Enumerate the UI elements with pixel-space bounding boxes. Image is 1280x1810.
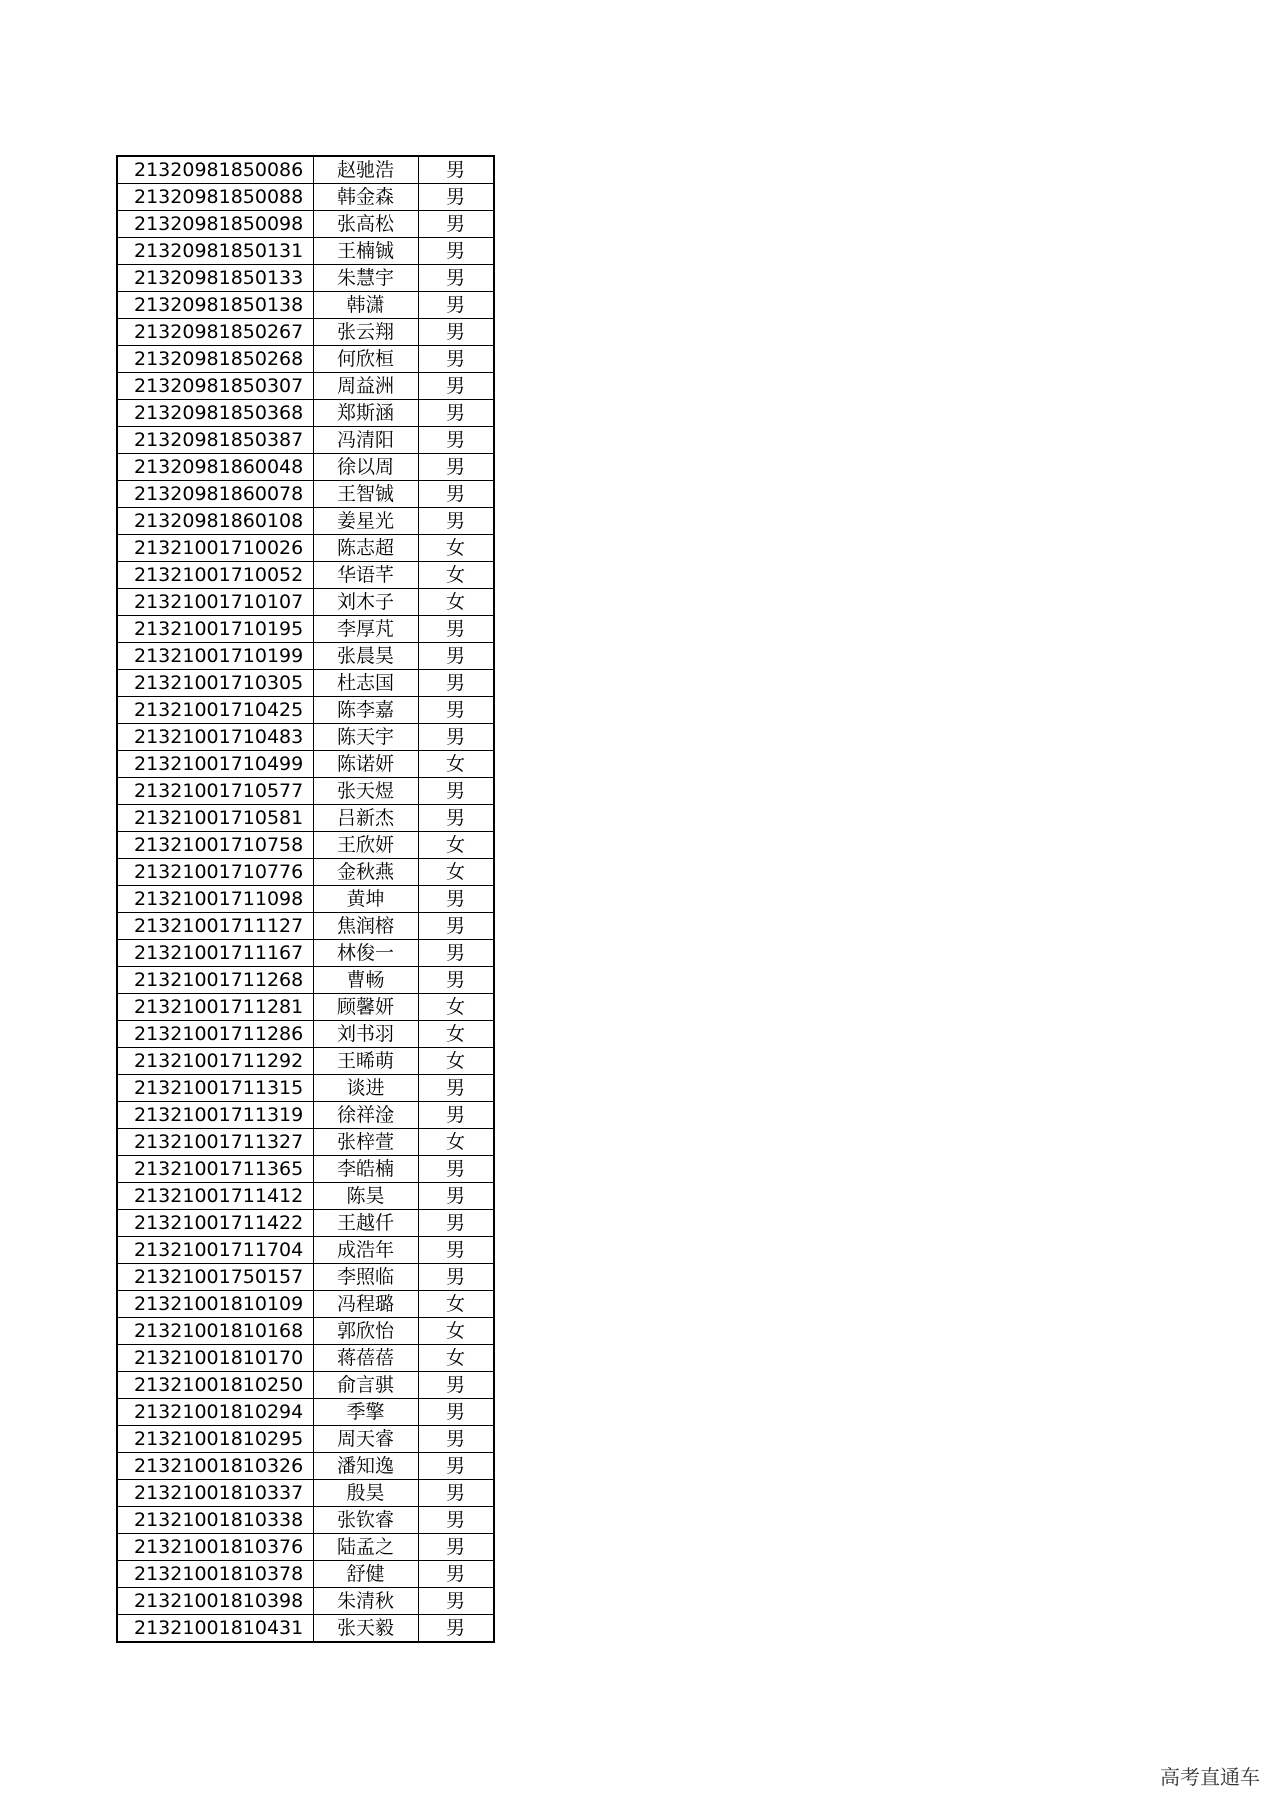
table-row <box>117 265 494 292</box>
table-row <box>117 697 494 724</box>
table-row <box>117 832 494 859</box>
gender-cell: 男 <box>418 1372 494 1399</box>
gender-cell: 男 <box>418 211 494 238</box>
table-row <box>117 211 494 238</box>
exam-number-cell: 21321001710758 <box>117 832 313 859</box>
student-name-cell: 徐祥淦 <box>313 1102 418 1129</box>
student-name-cell: 何欣桓 <box>313 346 418 373</box>
exam-number-cell: 21321001710776 <box>117 859 313 886</box>
table-row <box>117 751 494 778</box>
exam-number-cell: 21320981860108 <box>117 508 313 535</box>
table-row <box>117 1210 494 1237</box>
student-name-cell: 王楠铖 <box>313 238 418 265</box>
student-name-cell: 成浩年 <box>313 1237 418 1264</box>
student-name-cell: 蒋蓓蓓 <box>313 1345 418 1372</box>
table-row <box>117 670 494 697</box>
table-row <box>117 481 494 508</box>
table-row <box>117 1183 494 1210</box>
gender-cell: 男 <box>418 265 494 292</box>
student-name-cell: 郭欣怡 <box>313 1318 418 1345</box>
student-name-cell: 陈天宇 <box>313 724 418 751</box>
gender-cell: 女 <box>418 589 494 616</box>
gender-cell: 女 <box>418 1021 494 1048</box>
gender-cell: 男 <box>418 1480 494 1507</box>
gender-cell: 男 <box>418 670 494 697</box>
exam-number-cell: 21321001810168 <box>117 1318 313 1345</box>
student-name-cell: 张高松 <box>313 211 418 238</box>
table-row <box>117 156 494 184</box>
student-name-cell: 王智铖 <box>313 481 418 508</box>
table-row <box>117 184 494 211</box>
table-row <box>117 1129 494 1156</box>
exam-number-cell: 21321001810170 <box>117 1345 313 1372</box>
table-row <box>117 1021 494 1048</box>
student-name-cell: 张天煜 <box>313 778 418 805</box>
table-row <box>117 535 494 562</box>
student-name-cell: 潘知逸 <box>313 1453 418 1480</box>
gender-cell: 男 <box>418 1264 494 1291</box>
gender-cell: 女 <box>418 562 494 589</box>
table-row <box>117 1453 494 1480</box>
student-name-cell: 季擎 <box>313 1399 418 1426</box>
table-row <box>117 616 494 643</box>
exam-number-cell: 21321001710107 <box>117 589 313 616</box>
student-name-cell: 韩金森 <box>313 184 418 211</box>
exam-number-cell: 21321001710052 <box>117 562 313 589</box>
gender-cell: 男 <box>418 1237 494 1264</box>
gender-cell: 男 <box>418 778 494 805</box>
exam-number-cell: 21320981850131 <box>117 238 313 265</box>
gender-cell: 男 <box>418 454 494 481</box>
exam-number-cell: 21321001711167 <box>117 940 313 967</box>
exam-number-cell: 21321001810431 <box>117 1615 313 1643</box>
exam-number-cell: 21321001711127 <box>117 913 313 940</box>
student-name-cell: 郑斯涵 <box>313 400 418 427</box>
gender-cell: 男 <box>418 1588 494 1615</box>
exam-number-cell: 21320981850138 <box>117 292 313 319</box>
exam-number-cell: 21321001810294 <box>117 1399 313 1426</box>
gender-cell: 男 <box>418 346 494 373</box>
exam-number-cell: 21320981850307 <box>117 373 313 400</box>
exam-number-cell: 21321001810337 <box>117 1480 313 1507</box>
table-row <box>117 454 494 481</box>
gender-cell: 男 <box>418 400 494 427</box>
gender-cell: 男 <box>418 913 494 940</box>
student-name-cell: 杜志国 <box>313 670 418 697</box>
gender-cell: 女 <box>418 859 494 886</box>
table-row <box>117 562 494 589</box>
exam-number-cell: 21321001810295 <box>117 1426 313 1453</box>
exam-number-cell: 21321001711319 <box>117 1102 313 1129</box>
table-row <box>117 967 494 994</box>
exam-number-cell: 21321001711315 <box>117 1075 313 1102</box>
table-row <box>117 1480 494 1507</box>
student-name-cell: 陈志超 <box>313 535 418 562</box>
exam-number-cell: 21321001711268 <box>117 967 313 994</box>
student-name-cell: 徐以周 <box>313 454 418 481</box>
gender-cell: 男 <box>418 1399 494 1426</box>
exam-number-cell: 21321001710577 <box>117 778 313 805</box>
student-name-cell: 周天睿 <box>313 1426 418 1453</box>
gender-cell: 男 <box>418 238 494 265</box>
student-name-cell: 陈诺妍 <box>313 751 418 778</box>
student-name-cell: 陆孟之 <box>313 1534 418 1561</box>
table-row <box>117 643 494 670</box>
table-row <box>117 778 494 805</box>
exam-number-cell: 21321001810376 <box>117 1534 313 1561</box>
exam-number-cell: 21321001750157 <box>117 1264 313 1291</box>
exam-number-cell: 21320981850267 <box>117 319 313 346</box>
watermark: 高考直通车 <box>1160 1765 1260 1789</box>
table-row <box>117 373 494 400</box>
table-row <box>117 1048 494 1075</box>
student-name-cell: 舒健 <box>313 1561 418 1588</box>
student-name-cell: 李照临 <box>313 1264 418 1291</box>
student-name-cell: 吕新杰 <box>313 805 418 832</box>
gender-cell: 男 <box>418 1453 494 1480</box>
table-row <box>117 427 494 454</box>
exam-number-cell: 21320981850387 <box>117 427 313 454</box>
exam-number-cell: 21321001810398 <box>117 1588 313 1615</box>
student-name-cell: 谈进 <box>313 1075 418 1102</box>
exam-number-cell: 21321001711098 <box>117 886 313 913</box>
gender-cell: 男 <box>418 940 494 967</box>
student-name-cell: 陈昊 <box>313 1183 418 1210</box>
table-row <box>117 1264 494 1291</box>
student-name-cell: 王越仟 <box>313 1210 418 1237</box>
exam-number-cell: 21321001710499 <box>117 751 313 778</box>
exam-number-cell: 21320981850088 <box>117 184 313 211</box>
student-name-cell: 刘木子 <box>313 589 418 616</box>
gender-cell: 女 <box>418 1291 494 1318</box>
gender-cell: 女 <box>418 751 494 778</box>
student-name-cell: 焦润榕 <box>313 913 418 940</box>
gender-cell: 男 <box>418 805 494 832</box>
table-row <box>117 346 494 373</box>
student-name-cell: 朱清秋 <box>313 1588 418 1615</box>
student-name-cell: 周益洲 <box>313 373 418 400</box>
table-row <box>117 1588 494 1615</box>
student-name-cell: 张云翔 <box>313 319 418 346</box>
student-name-cell: 黄坤 <box>313 886 418 913</box>
student-name-cell: 姜星光 <box>313 508 418 535</box>
exam-number-cell: 21321001711292 <box>117 1048 313 1075</box>
gender-cell: 男 <box>418 1561 494 1588</box>
gender-cell: 男 <box>418 156 494 184</box>
student-name-cell: 金秋燕 <box>313 859 418 886</box>
student-name-cell: 张钦睿 <box>313 1507 418 1534</box>
exam-number-cell: 21321001710195 <box>117 616 313 643</box>
student-name-cell: 韩潇 <box>313 292 418 319</box>
student-name-cell: 华语芊 <box>313 562 418 589</box>
student-name-cell: 朱慧宇 <box>313 265 418 292</box>
table-row <box>117 886 494 913</box>
exam-number-cell: 21321001810326 <box>117 1453 313 1480</box>
gender-cell: 男 <box>418 427 494 454</box>
exam-number-cell: 21321001810250 <box>117 1372 313 1399</box>
table-row <box>117 859 494 886</box>
gender-cell: 女 <box>418 832 494 859</box>
exam-number-cell: 21321001711281 <box>117 994 313 1021</box>
gender-cell: 女 <box>418 1318 494 1345</box>
student-name-cell: 王晞萌 <box>313 1048 418 1075</box>
table-row <box>117 1507 494 1534</box>
table-row <box>117 1345 494 1372</box>
student-name-cell: 张天毅 <box>313 1615 418 1643</box>
table-row <box>117 1399 494 1426</box>
student-name-cell: 张晨昊 <box>313 643 418 670</box>
table-row <box>117 724 494 751</box>
student-name-cell: 冯程璐 <box>313 1291 418 1318</box>
gender-cell: 女 <box>418 1345 494 1372</box>
table-row <box>117 1237 494 1264</box>
table-row <box>117 805 494 832</box>
gender-cell: 男 <box>418 643 494 670</box>
exam-number-cell: 21320981850086 <box>117 156 313 184</box>
student-name-cell: 俞言骐 <box>313 1372 418 1399</box>
exam-number-cell: 21320981850098 <box>117 211 313 238</box>
exam-number-cell: 21321001710026 <box>117 535 313 562</box>
exam-number-cell: 21321001710305 <box>117 670 313 697</box>
table-row <box>117 319 494 346</box>
table-row <box>117 994 494 1021</box>
exam-number-cell: 21320981850268 <box>117 346 313 373</box>
table-row <box>117 1426 494 1453</box>
gender-cell: 男 <box>418 1156 494 1183</box>
gender-cell: 女 <box>418 1048 494 1075</box>
exam-number-cell: 21321001810109 <box>117 1291 313 1318</box>
gender-cell: 男 <box>418 373 494 400</box>
table-row <box>117 238 494 265</box>
gender-cell: 男 <box>418 1183 494 1210</box>
gender-cell: 男 <box>418 508 494 535</box>
exam-number-cell: 21321001711422 <box>117 1210 313 1237</box>
student-name-cell: 顾馨妍 <box>313 994 418 1021</box>
table-row <box>117 1615 494 1643</box>
gender-cell: 男 <box>418 319 494 346</box>
gender-cell: 男 <box>418 967 494 994</box>
exam-number-cell: 21321001710425 <box>117 697 313 724</box>
gender-cell: 男 <box>418 886 494 913</box>
student-name-cell: 张梓萱 <box>313 1129 418 1156</box>
table-row <box>117 1318 494 1345</box>
gender-cell: 男 <box>418 1075 494 1102</box>
exam-number-cell: 21320981850133 <box>117 265 313 292</box>
table-row <box>117 1075 494 1102</box>
gender-cell: 男 <box>418 184 494 211</box>
table-row <box>117 1534 494 1561</box>
student-name-cell: 李厚芃 <box>313 616 418 643</box>
student-name-cell: 赵驰浩 <box>313 156 418 184</box>
table-row <box>117 1102 494 1129</box>
table-row <box>117 940 494 967</box>
student-name-cell: 陈李嘉 <box>313 697 418 724</box>
exam-number-cell: 21321001710581 <box>117 805 313 832</box>
gender-cell: 男 <box>418 1210 494 1237</box>
gender-cell: 女 <box>418 535 494 562</box>
gender-cell: 男 <box>418 481 494 508</box>
exam-number-cell: 21320981860048 <box>117 454 313 481</box>
gender-cell: 男 <box>418 1534 494 1561</box>
gender-cell: 男 <box>418 292 494 319</box>
student-name-cell: 冯清阳 <box>313 427 418 454</box>
gender-cell: 男 <box>418 616 494 643</box>
student-name-cell: 刘书羽 <box>313 1021 418 1048</box>
student-name-cell: 曹畅 <box>313 967 418 994</box>
gender-cell: 男 <box>418 1426 494 1453</box>
table-row <box>117 1372 494 1399</box>
student-name-cell: 林俊一 <box>313 940 418 967</box>
table-row <box>117 1561 494 1588</box>
gender-cell: 男 <box>418 1615 494 1643</box>
exam-number-cell: 21320981850368 <box>117 400 313 427</box>
exam-number-cell: 21321001710199 <box>117 643 313 670</box>
table-row <box>117 292 494 319</box>
gender-cell: 男 <box>418 697 494 724</box>
student-name-cell: 殷昊 <box>313 1480 418 1507</box>
gender-cell: 女 <box>418 994 494 1021</box>
student-name-cell: 李皓楠 <box>313 1156 418 1183</box>
exam-number-cell: 21321001711365 <box>117 1156 313 1183</box>
exam-number-cell: 21321001810378 <box>117 1561 313 1588</box>
table-row <box>117 589 494 616</box>
table-row <box>117 508 494 535</box>
exam-number-cell: 21321001810338 <box>117 1507 313 1534</box>
table-row <box>117 1156 494 1183</box>
gender-cell: 男 <box>418 724 494 751</box>
table-row <box>117 913 494 940</box>
gender-cell: 女 <box>418 1129 494 1156</box>
table-row <box>117 1291 494 1318</box>
gender-cell: 男 <box>418 1102 494 1129</box>
exam-number-cell: 21321001711704 <box>117 1237 313 1264</box>
roster-body <box>117 156 494 1642</box>
roster-table <box>116 155 495 1643</box>
student-name-cell: 王欣妍 <box>313 832 418 859</box>
exam-number-cell: 21321001711412 <box>117 1183 313 1210</box>
exam-number-cell: 21321001711286 <box>117 1021 313 1048</box>
exam-number-cell: 21321001711327 <box>117 1129 313 1156</box>
table-row <box>117 400 494 427</box>
gender-cell: 男 <box>418 1507 494 1534</box>
exam-number-cell: 21321001710483 <box>117 724 313 751</box>
exam-number-cell: 21320981860078 <box>117 481 313 508</box>
